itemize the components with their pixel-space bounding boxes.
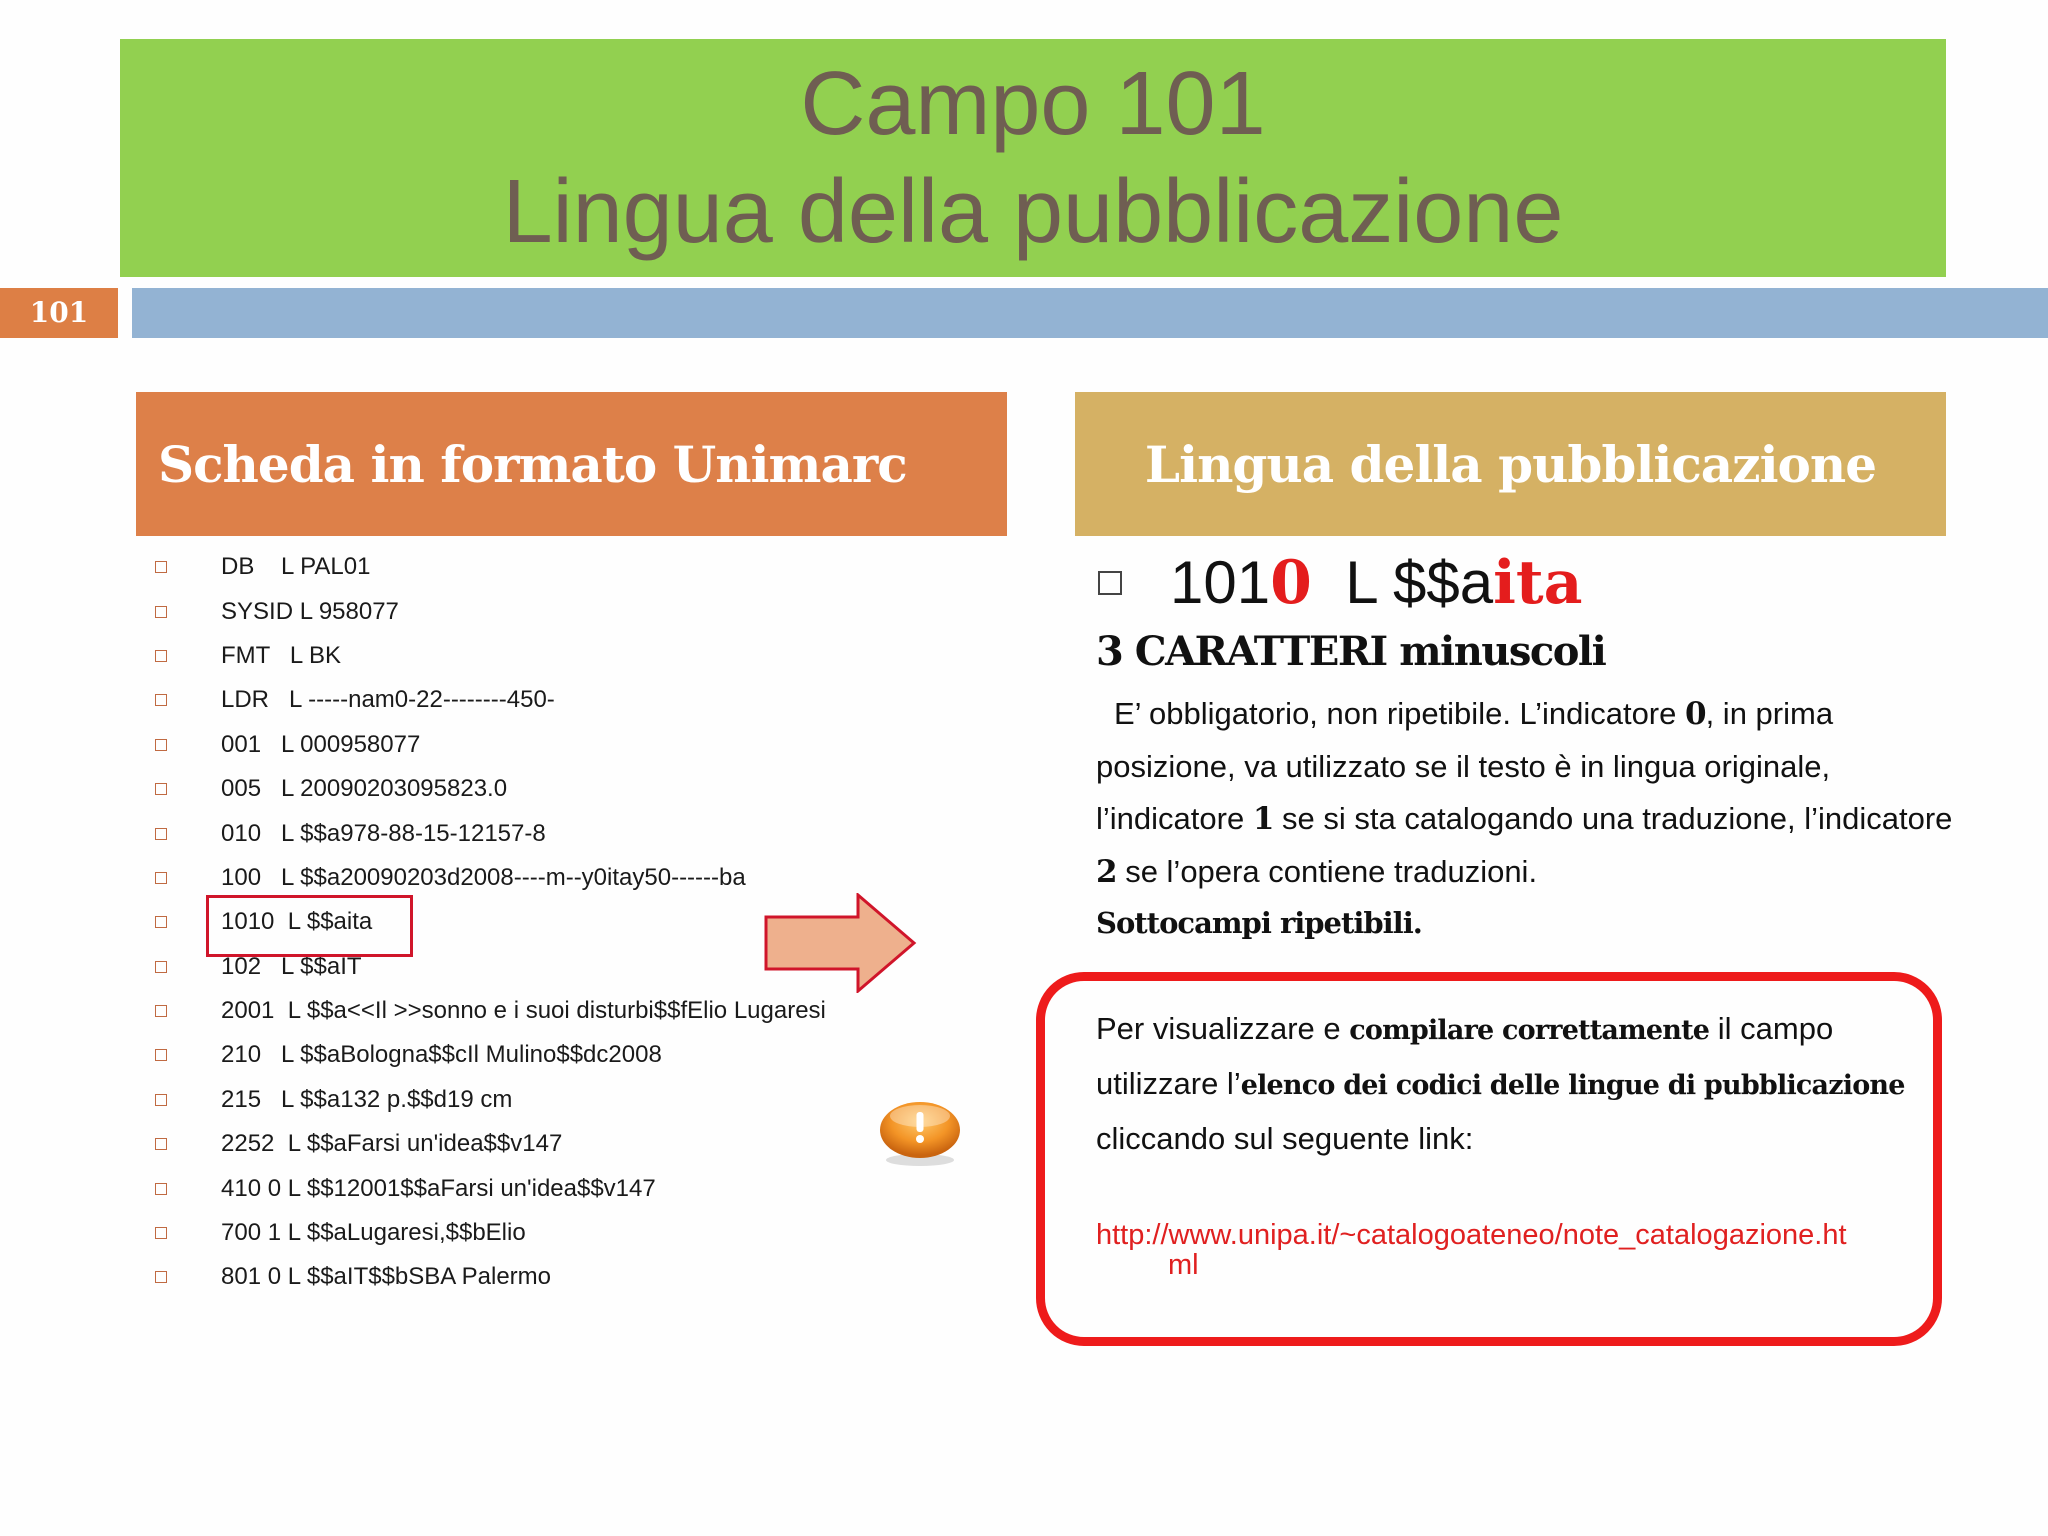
- record-line: SYSID L 958077: [155, 589, 826, 633]
- record-line: FMT L BK: [155, 634, 826, 678]
- bullet-square-icon: [155, 916, 167, 928]
- record-line: 801 0 L $$aIT$$bSBA Palermo: [155, 1255, 826, 1299]
- record-line: 001 L 000958077: [155, 723, 826, 767]
- record-line: 410 0 L $$12001$$aFarsi un'idea$$v147: [155, 1166, 826, 1210]
- arrow-right-icon: [764, 893, 924, 993]
- bullet-square-icon: [155, 1183, 167, 1195]
- record-line: 2001 L $$a<<Il >>sonno e i suoi disturbi$$fElio Lugaresi: [155, 989, 826, 1033]
- highlight-box: [206, 895, 413, 957]
- bullet-square-icon: [155, 1271, 167, 1283]
- title-band: [120, 39, 1946, 277]
- bullet-square-icon: [155, 872, 167, 884]
- bullet-square-icon: [155, 783, 167, 795]
- field-code: 1010 L $$aita: [1170, 548, 1583, 618]
- bullet-square-icon: [155, 828, 167, 840]
- bullet-square-icon: [155, 606, 167, 618]
- record-line: 100 L $$a20090203d2008----m--y0itay50------ba: [155, 856, 826, 900]
- slide-title: Campo 101: [800, 54, 1266, 154]
- language-code: ita: [1493, 548, 1583, 618]
- divider-bar: [132, 288, 2048, 338]
- record-line: 102 L $$aIT: [155, 945, 826, 989]
- record-line: 005 L 20090203095823.0: [155, 767, 826, 811]
- slide-number: 101: [0, 288, 118, 338]
- record-line: 2252 L $$aFarsi un'idea$$v147: [155, 1122, 826, 1166]
- description-paragraph: E’ obbligatorio, non ripetibile. L’indicatore 0, in prima posizione, va utilizzato se il testo è in lingua originale, l’indicatore 1 se si sta catalogando una traduzione, l’indicatore 2 se l’opera contiene traduzioni.: [1096, 696, 1953, 890]
- characters-note: 3 CARATTERI minuscoli: [1096, 628, 1606, 675]
- bullet-square-icon: [155, 1227, 167, 1239]
- record-line: 215 L $$a132 p.$$d19 cm: [155, 1078, 826, 1122]
- slide-subtitle: Lingua della pubblicazione: [502, 162, 1564, 262]
- language-codes-link[interactable]: http://www.unipa.it/~catalogoateneo/note_catalogazione.ht ml: [1096, 1219, 1847, 1281]
- info-text: Per visualizzare e compilare correttamente il campo utilizzare l’elenco dei codici delle lingue di pubblicazione cliccando sul seguente link:: [1096, 1011, 1905, 1156]
- bullet-square-icon: [1098, 571, 1122, 595]
- record-line: DB L PAL01: [155, 545, 826, 589]
- bullet-square-icon: [155, 1138, 167, 1150]
- record-line-highlighted: 1010 L $$aita: [155, 900, 826, 944]
- right-panel-header: Lingua della pubblicazione: [1075, 392, 1946, 536]
- bullet-square-icon: [155, 961, 167, 973]
- record-line: 210 L $$aBologna$$cIl Mulino$$dc2008: [155, 1033, 826, 1077]
- indicator-value: 0: [1270, 548, 1312, 618]
- record-line: 700 1 L $$aLugaresi,$$bElio: [155, 1211, 826, 1255]
- bullet-square-icon: [155, 1005, 167, 1017]
- warning-icon[interactable]: [878, 1098, 962, 1168]
- bullet-square-icon: [155, 739, 167, 751]
- bullet-square-icon: [155, 694, 167, 706]
- bullet-square-icon: [155, 650, 167, 662]
- repeatable-note: Sottocampi ripetibili.: [1096, 906, 1422, 940]
- record-line: LDR L -----nam0-22--------450-: [155, 678, 826, 722]
- bullet-square-icon: [155, 561, 167, 573]
- left-panel-header: Scheda in formato Unimarc: [136, 392, 1007, 536]
- field-code-line: [1098, 548, 1583, 618]
- bullet-square-icon: [155, 1049, 167, 1061]
- bullet-square-icon: [155, 1094, 167, 1106]
- record-line: 010 L $$a978-88-15-12157-8: [155, 811, 826, 855]
